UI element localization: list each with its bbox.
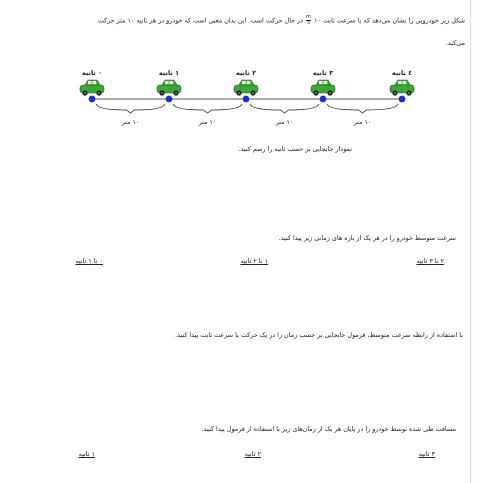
question-4: مسافت طی شده توسط خودرو را در پایان هر یک از زمان‌های زیر با استفاده از فرمول پیدا کنید. <box>201 425 456 433</box>
intro-line-1-post: در حال حرکت است. این بدان معنی است که خودرو در هر ثانیه ۱۰ متر حرکت <box>97 16 304 25</box>
q2-option-3: ۰ تا ۱ ثانیه <box>75 257 103 265</box>
distance-brace <box>327 104 398 113</box>
position-dot-2 <box>243 96 250 103</box>
distance-label-1: ۱۰ متر <box>198 119 217 126</box>
q4-option-2: ۲ ثانیه <box>244 450 261 458</box>
distance-segment-1 <box>173 104 242 126</box>
position-dot-0 <box>89 96 96 103</box>
time-label-2: ۲ ثانیه <box>235 69 257 77</box>
time-label-4: ٤ ثانیه <box>391 69 413 77</box>
distance-label-3: ۱۰ متر <box>353 119 372 126</box>
distance-brace <box>96 104 165 113</box>
q2-option-2: ۱ تا ۲ ثانیه <box>240 257 268 265</box>
car-marker-2 <box>234 69 258 102</box>
distance-segment-2 <box>250 104 319 126</box>
question-2: سرعت متوسط خودرو را در هر یک از بازه های زمانی زیر پیدا کنید. <box>278 234 456 242</box>
car-marker-0 <box>80 69 104 102</box>
position-dot-3 <box>320 96 327 103</box>
position-dot-4 <box>399 96 406 103</box>
car-icon <box>157 80 181 96</box>
distance-label-2: ۱۰ متر <box>275 119 294 126</box>
question-3: با استفاده از رابطه سرعت متوسط، فرمول جابجایی بر حسب زمان را در یک حرکت با سرعت ثابت پیدا کنید. <box>175 331 463 339</box>
car-icon <box>390 80 414 96</box>
unit-numerator: m <box>306 14 312 20</box>
car-marker-1 <box>157 69 181 102</box>
car-marker-3 <box>311 69 335 102</box>
question-1: نمودار جابجایی بر حسب ثانیه را رسم کنید. <box>238 145 352 153</box>
car-marker-4 <box>390 69 414 102</box>
unit-denominator: s <box>307 20 310 26</box>
car-icon <box>80 80 104 96</box>
distance-segment-3 <box>327 104 398 126</box>
time-label-0: ۰ ثانیه <box>81 69 103 77</box>
intro-line-2: می‌کند. <box>445 39 465 47</box>
time-label-1: ۱ ثانیه <box>158 69 180 77</box>
distance-brace <box>173 104 242 113</box>
q4-option-3: ۱ ثانیه <box>78 450 95 458</box>
q4-option-1: ۳ ثانیه <box>418 450 435 458</box>
car-icon <box>311 80 335 96</box>
distance-segment-0 <box>96 104 165 126</box>
q2-option-1: ۲ تا ۳ ثانیه <box>416 257 444 265</box>
time-label-3: ۳ ثانیه <box>312 69 334 77</box>
position-dot-1 <box>166 96 173 103</box>
distance-label-0: ۱۰ متر <box>121 119 140 126</box>
car-icon <box>234 80 258 96</box>
distance-brace <box>250 104 319 113</box>
intro-line-1-pre: شکل زیر خودرویی را نشان می‌دهد که با سرعت ثابت ۱۰ <box>314 16 465 25</box>
